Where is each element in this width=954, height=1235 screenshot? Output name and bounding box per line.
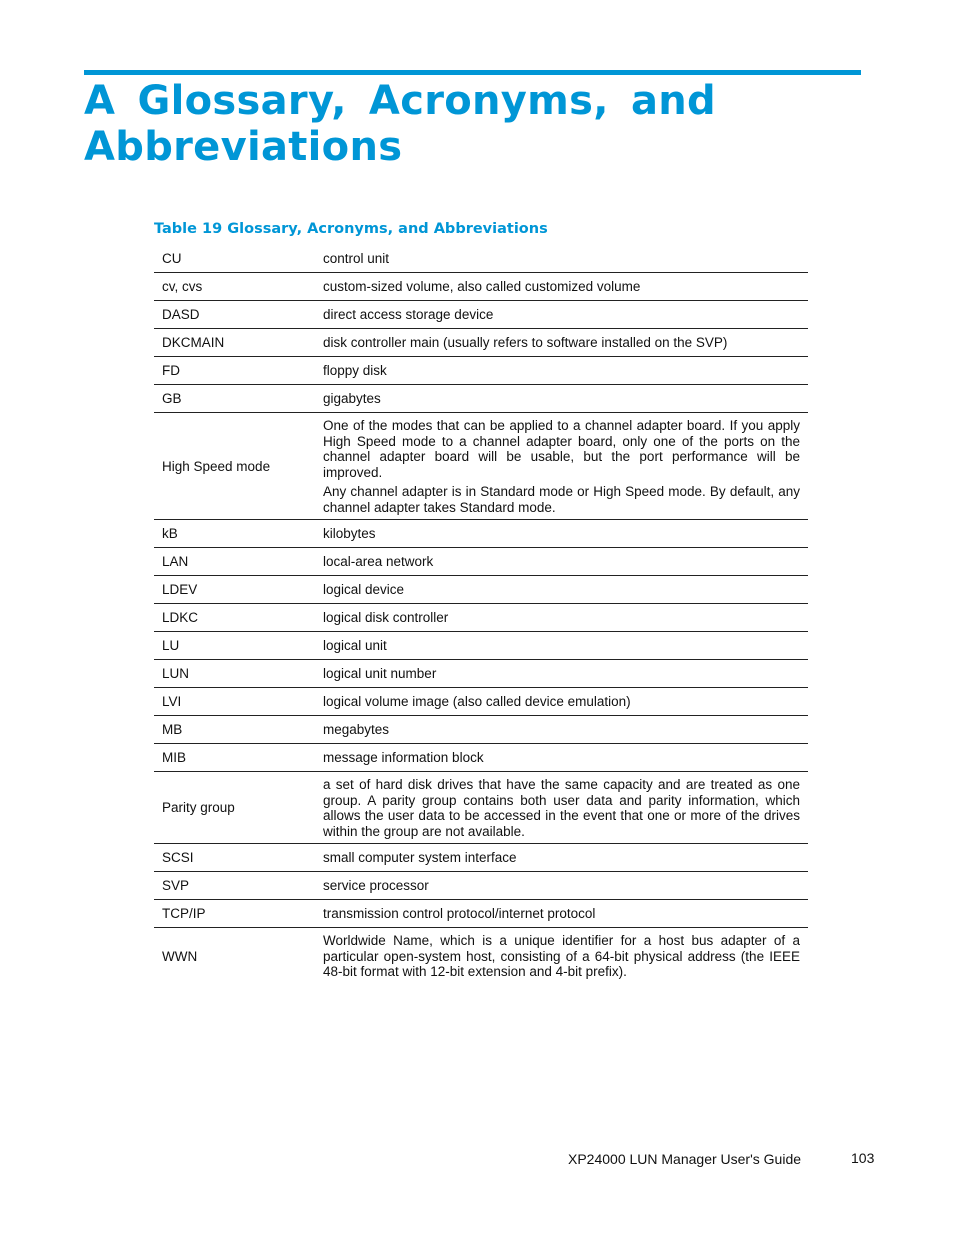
- glossary-definition: [323, 576, 808, 604]
- table-row: [154, 772, 808, 844]
- definition-paragraph: transmission control protocol/internet protocol: [323, 906, 596, 922]
- table-row: [154, 660, 808, 688]
- chapter-top-rule: [84, 70, 861, 75]
- definition-paragraph: a set of hard disk drives that have the same capacity and are treated as one group. A parity group contains both user data and parity information, which allows the user data to be accessed in the event that one or more of the drives within the group are not available.: [323, 777, 800, 839]
- glossary-definition: [323, 520, 808, 548]
- table-row: [154, 632, 808, 660]
- glossary-definition: [323, 357, 808, 385]
- glossary-definition: [323, 273, 808, 301]
- definition-paragraph: service processor: [323, 878, 429, 894]
- glossary-term: LAN: [162, 554, 189, 570]
- definition-paragraph: logical volume image (also called device emulation): [323, 694, 631, 710]
- glossary-definition: [323, 413, 808, 520]
- glossary-definition: [323, 385, 808, 413]
- definition-paragraph: disk controller main (usually refers to software installed on the SVP): [323, 335, 728, 351]
- definition-paragraph: Any channel adapter is in Standard mode or High Speed mode. By default, any channel adapter takes Standard mode.: [323, 484, 800, 515]
- glossary-term: High Speed mode: [162, 458, 271, 474]
- glossary-definition: [323, 772, 808, 844]
- table-row: [154, 520, 808, 548]
- table-row: [154, 301, 808, 329]
- definition-paragraph: kilobytes: [323, 526, 376, 542]
- glossary-definition: [323, 844, 808, 872]
- glossary-term: FD: [162, 363, 180, 379]
- definition-paragraph: custom-sized volume, also called customized volume: [323, 279, 641, 295]
- table-row: [154, 928, 808, 984]
- glossary-term: LUN: [162, 666, 190, 682]
- table-row: [154, 688, 808, 716]
- page-number: 103: [851, 1150, 875, 1166]
- table-row: [154, 716, 808, 744]
- glossary-table: [154, 245, 808, 984]
- definition-paragraph: local-area network: [323, 554, 434, 570]
- glossary-definition: [323, 301, 808, 329]
- glossary-definition: [323, 632, 808, 660]
- glossary-definition: [323, 548, 808, 576]
- glossary-definition: [323, 604, 808, 632]
- glossary-table-body: [154, 245, 808, 984]
- definition-paragraph: logical device: [323, 582, 405, 598]
- definition-paragraph: control unit: [323, 251, 390, 267]
- glossary-definition: [323, 688, 808, 716]
- glossary-term: LDKC: [162, 610, 199, 626]
- glossary-definition: [323, 928, 808, 984]
- definition-paragraph: small computer system interface: [323, 850, 517, 866]
- glossary-definition: [323, 245, 808, 273]
- definition-paragraph: logical unit: [323, 638, 387, 654]
- definition-paragraph: One of the modes that can be applied to a channel adapter board. If you apply High Speed mode to a channel adapter board, only one of the ports on the channel adapter board will be usable, but the port performance will be improved.: [323, 418, 800, 480]
- glossary-term: SVP: [162, 878, 190, 894]
- glossary-term: TCP/IP: [162, 906, 206, 922]
- glossary-term: kB: [162, 526, 178, 542]
- definition-paragraph: floppy disk: [323, 363, 387, 379]
- table-row: [154, 604, 808, 632]
- definition-paragraph: Worldwide Name, which is a unique identifier for a host bus adapter of a particular open-system host, consisting of a 64-bit physical address (the IEEE 48-bit format with 12-bit extension and 4-bit prefix).: [323, 933, 800, 979]
- table-row: [154, 273, 808, 301]
- glossary-term: DASD: [162, 307, 200, 323]
- table-row: [154, 245, 808, 273]
- table-row: [154, 844, 808, 872]
- glossary-term: LU: [162, 638, 180, 654]
- table-row: [154, 357, 808, 385]
- table-caption: Table 19 Glossary, Acronyms, and Abbreviations: [154, 221, 548, 237]
- footer-guide-title: XP24000 LUN Manager User's Guide: [568, 1151, 802, 1167]
- glossary-term: CU: [162, 251, 182, 267]
- definition-paragraph: direct access storage device: [323, 307, 494, 323]
- table-row: [154, 900, 808, 928]
- chapter-title: A Glossary, Acronyms, and Abbreviations: [84, 78, 716, 170]
- glossary-term: cv, cvs: [162, 279, 203, 295]
- definition-paragraph: gigabytes: [323, 391, 381, 407]
- definition-paragraph: logical disk controller: [323, 610, 449, 626]
- glossary-term: MIB: [162, 750, 187, 766]
- table-row: [154, 329, 808, 357]
- definition-paragraph: logical unit number: [323, 666, 437, 682]
- definition-paragraph: message information block: [323, 750, 484, 766]
- glossary-definition: [323, 329, 808, 357]
- glossary-definition: [323, 660, 808, 688]
- glossary-definition: [323, 744, 808, 772]
- glossary-term: LVI: [162, 694, 182, 710]
- glossary-term: LDEV: [162, 582, 198, 598]
- glossary-term: SCSI: [162, 850, 194, 866]
- table-row: [154, 872, 808, 900]
- table-row: [154, 548, 808, 576]
- glossary-definition: [323, 716, 808, 744]
- table-row: [154, 576, 808, 604]
- glossary-term: WWN: [162, 948, 198, 964]
- table-row: [154, 744, 808, 772]
- glossary-definition: [323, 900, 808, 928]
- glossary-term: MB: [162, 722, 183, 738]
- table-row: [154, 413, 808, 520]
- glossary-term: Parity group: [162, 800, 235, 816]
- glossary-term: GB: [162, 391, 182, 407]
- definition-paragraph: megabytes: [323, 722, 390, 738]
- table-row: [154, 385, 808, 413]
- glossary-definition: [323, 872, 808, 900]
- glossary-term: DKCMAIN: [162, 335, 225, 351]
